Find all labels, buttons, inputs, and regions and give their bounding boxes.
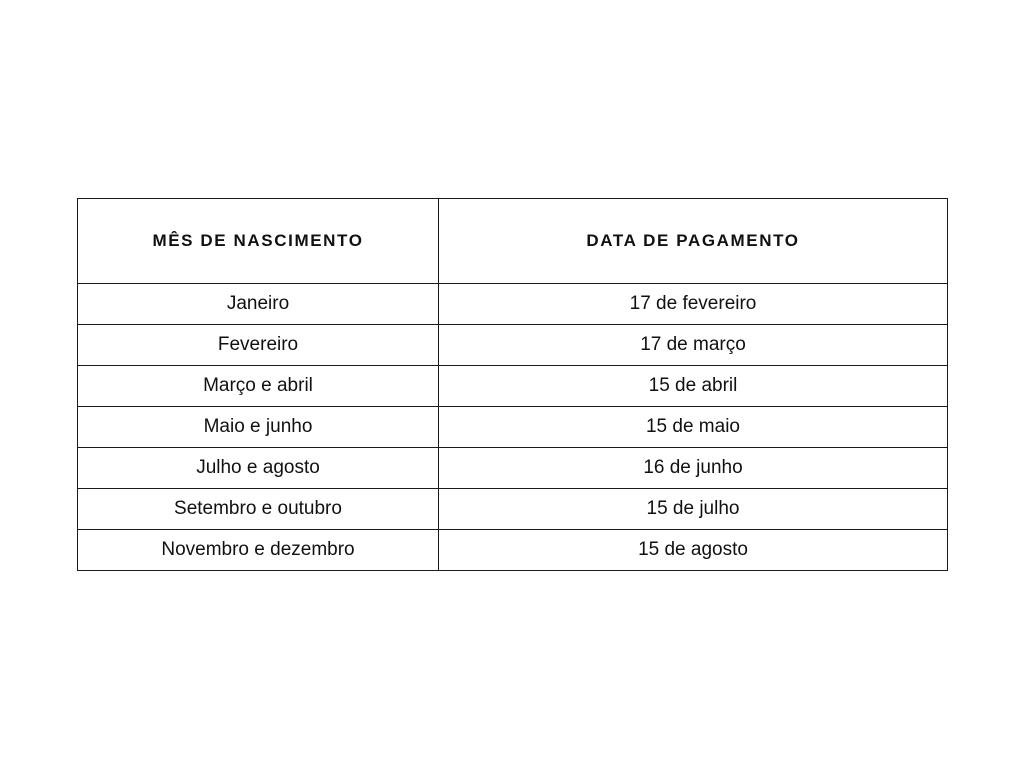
table-row: [78, 325, 948, 366]
header-payment-date: DATA DE PAGAMENTO: [439, 199, 948, 284]
birth-month-cell: Maio e junho: [78, 407, 439, 448]
payment-date-cell: 17 de fevereiro: [439, 284, 948, 325]
payment-table: [77, 198, 948, 571]
table-row: [78, 366, 948, 407]
payment-date-cell: 15 de agosto: [439, 530, 948, 571]
birth-month-cell: Setembro e outubro: [78, 489, 439, 530]
payment-date-cell: 15 de julho: [439, 489, 948, 530]
birth-month-cell: Março e abril: [78, 366, 439, 407]
payment-date-cell: 16 de junho: [439, 448, 948, 489]
table-row: [78, 284, 948, 325]
birth-month-cell: Janeiro: [78, 284, 439, 325]
birth-month-cell: Novembro e dezembro: [78, 530, 439, 571]
payment-date-cell: 17 de março: [439, 325, 948, 366]
table-header-row: [78, 199, 948, 284]
table-row: [78, 407, 948, 448]
header-birth-month: MÊS DE NASCIMENTO: [78, 199, 439, 284]
table-row: [78, 448, 948, 489]
birth-month-cell: Julho e agosto: [78, 448, 439, 489]
payment-date-cell: 15 de maio: [439, 407, 948, 448]
birth-month-cell: Fevereiro: [78, 325, 439, 366]
payment-date-cell: 15 de abril: [439, 366, 948, 407]
payment-schedule: [77, 198, 947, 571]
table-row: [78, 489, 948, 530]
table-row: [78, 530, 948, 571]
